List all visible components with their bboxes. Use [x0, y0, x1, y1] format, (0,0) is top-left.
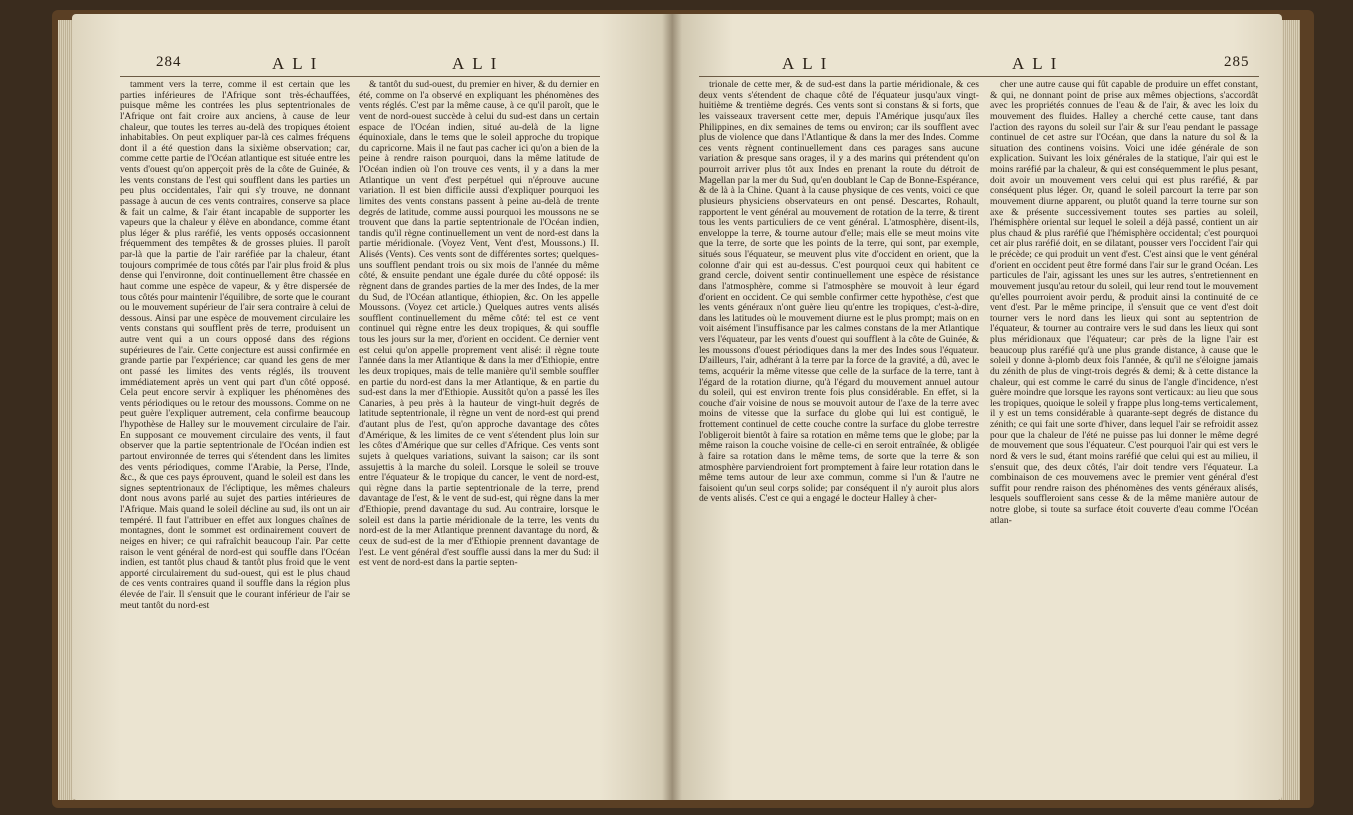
page-edges-right [1280, 20, 1300, 800]
book-gutter [662, 14, 682, 800]
left-column-1 [120, 80, 350, 798]
left-column-2 [359, 79, 599, 569]
left-page [72, 14, 672, 800]
right-col2-text: cher une autre cause qui fût capable de produire un effet constant, & qui, ne donnant point de prise aux mêmes objections, s'accordât avec les propriétés connues de l'eau & de l'air, & avec les loix du mouvement des fluides. Halley a cherché cette cause, tant dans l'action des rayons du soleil sur l'air & sur l'eau pendant le passage continuel de cet astre sur l'Océan, que dans la nature du sol & la situation des continens voisins. Voici une idée générale de son explication. Suivant les loix générales de la statique, l'air qui est le moins raréfié par la chaleur, & qui est conséquemment le plus pesant, doit avoir un mouvement vers celui qui est plus raréfié, & par conséquent plus léger. Or, quand le soleil parcourt la terre par son mouvement diurne apparent, ou plutôt quand la terre tourne sur son axe & présente successivement toutes ses parties au soleil, l'hémisphère oriental sur lequel le soleil a déjà passé, contient un air plus chaud & plus raréfié que l'hémisphère occidental; c'est pourquoi cet air plus raréfié doit, en se dilatant, pousser vers l'occident l'air qui le précède; ce qui produit un vent d'est. C'est ainsi que le vent général d'orient en occident peut être formé dans l'air sur le grand Océan. Les particules de l'air, agissant les unes sur les autres, s'entretiennent en mouvement jusqu'au retour du soleil, qui leur rend tout le mouvement qu'elles pourroient avoir perdu, & produit ainsi la continuité de ce vent d'est. Par le même principe, il s'ensuit que ce vent d'est doit tourner vers le nord dans les lieux qui sont au septentrion de l'équateur, & tourner au contraire vers le sud dans les lieux qui sont plus méridionaux que l'équateur; car près de la ligne l'air est beaucoup plus raréfié qu'à une plus grande distance, à cause que le soleil y donne à-plomb deux fois l'année, & qu'il ne s'éloigne jamais du zénith de plus de vingt-trois degrés & demi; & à cette distance la chaleur, qui est comme le carré du sinus de l'angle d'incidence, n'est guère moindre que lorsque les rayons sont verticaux: au lieu que sous les tropiques, quoique le soleil y frappe plus long-tems verticalement, il y est un tems considérable à quarante-sept degrés de distance du zénith; ce qui fait une sorte d'hiver, dans lequel l'air se refroidit assez pour que la chaleur de l'été ne puisse pas lui donner le même degré de mouvement que sous l'équateur. C'est pourquoi l'air qui est vers le nord & vers le sud, étant moins raréfié que celui qui est au milieu, il s'ensuit que, des deux côtés, l'air doit tendre vers l'équateur. La combinaison de ces mouvemens avec le premier vent général d'est suffit pour rendre raison des phénomènes des vents généraux alisés, lesquels souffleroient sans cesse & de la même manière autour de notre globe, si toute sa surface étoit couverte d'eau comme l'Océan atlan- [990, 79, 1258, 526]
right-page [672, 14, 1282, 800]
left-col1-text: tamment vers la terre, comme il est certain que les parties inférieures de l'Afrique sont très-échauffées, puisque même les contrées les plus septentrionales de l'Afrique ont fait croire aux anciens, à cause de leur chaleur, que toutes les terres au-delà des tropiques étoient inhabitables. On peut expliquer par-là ces calmes fréquens dont il a été question dans la sixième observation; car, comme cette partie de l'Océan atlantique est située entre les vents d'ouest qu'on apperçoit près de la côte de Guinée, & les vents constans de l'est qui soufflent dans les parties un peu plus occidentales, l'air qui s'y trouve, ne donnant passage à aucun de ces vents contraires, conserve sa place & fait un calme, & l'air étant incapable de supporter les vapeurs que la chaleur y élève en abondance, comme étant plus léger & plus raréfié, les vents opposés occasionnent fréquemment des tempêtes & de grosses pluies. Il paroît par-là que la partie de l'air raréfiée par la chaleur, étant toujours comprimée de tous côtés par l'air plus froid & plus dense qui l'environne, doit continuellement être chassée en haut comme une espèce de vapeur, & y être dispersée de tous côtés pour maintenir l'équilibre, de sorte que le courant ou le mouvement supérieur de l'air sera contraire à celui de dessous. Ainsi par une espèce de mouvement circulaire les vents constans qui soufflent près de terre, produisent un autre vent qui a un cours opposé dans des régions supérieures de l'air. Cette conjecture est aussi confirmée en grande partie par l'expérience; car quand les gens de mer ont passé les limites des vents réglés, ils trouvent immédiatement après un vent qui part d'un côté opposé. Cela peut encore servir à expliquer les phénomènes des vents périodiques ou le retour des moussons. Comme on ne peut guère l'expliquer autrement, cela confirme beaucoup l'hypothèse de Halley sur le mouvement circulaire de l'air. En supposant ce mouvement circulaire des vents, il faut observer que la partie septentrionale de l'Océan indien est partout environnée de terres qui s'étendent dans les limites des vents périodiques, comme l'Arabie, la Perse, l'Inde, &c., & que ces pays éprouvent, quand le soleil est dans les signes septentrionaux de l'écliptique, les mêmes chaleurs dont nous avons parlé au sujet des parties intérieures de l'Afrique. Mais quand le soleil décline au sud, ils ont un air tempéré. Il faut l'attribuer en effet aux longues chaînes de montagnes, dont le sommet est ordinairement couvert de neiges en hiver; ce qui rafraîchit beaucoup l'air. Par cette raison le vent général de nord-est qui souffle dans l'Océan indien, est tantôt plus chaud & tantôt plus froid que le vent apporté circulairement du sud-ouest, qui est le plus chaud de ces vents contraires quand il souffle dans la région plus élevée de l'air. Il s'ensuit que le courant inférieur de l'air se meut tantôt du nord-est [120, 79, 350, 611]
right-col1-text: trionale de cette mer, & de sud-est dans la partie méridionale, & ces deux vents s'étendent de chaque côté de l'équateur jusqu'aux vingt-huitième & trentième degrés. Ces vents sont si constans & si forts, que les vaisseaux traversent cette mer, depuis l'Amérique jusqu'aux îles Philippines, en dix semaines de tems ou environ; car ils soufflent avec plus de violence que dans l'Atlantique & dans la mer des Indes. Comme ces vents règnent continuellement dans ces parages sans aucune variation & presque sans orages, il y a des marins qui prétendent qu'on pourroit arriver plus tôt aux Indes en prenant la route du détroit de Magellan par la mer du Sud, qu'en doublant le Cap de Bonne-Espérance, & de là à la Chine. Quant à la cause physique de ces vents, voici ce que plusieurs physiciens observateurs en ont pensé. Descartes, Rohault, rapportent le vent général au mouvement de rotation de la terre, & tirent tous les vents particuliers de ce vent général. L'atmosphère, disent-ils, enveloppe la terre, & tourne autour d'elle; mais elle se meut moins vite que la terre, de sorte que les points de la terre, qui sont, par exemple, situés sous l'équateur, se meuvent plus vite d'occident en orient, que la colonne d'air qui est au-dessus. C'est pourquoi ceux qui habitent ce grand cercle, doivent sentir continuellement une espèce de résistance dans l'atmosphère, comme si l'atmosphère se mouvoit à leur égard d'orient en occident. Ce qui semble confirmer cette hypothèse, c'est que les vents généraux n'ont guère lieu qu'entre les tropiques, c'est-à-dire, dans les latitudes où le mouvement diurne est le plus prompt; mais on en voit aisément l'insuffisance par les calmes constans de la mer Atlantique vers l'équateur, par les vents d'ouest qui soufflent à la côte de Guinée, & les moussons d'ouest périodiques dans la mer des Indes sous l'équateur. D'ailleurs, l'air, adhérant à la terre par la force de la gravité, a dû, avec le tems, acquérir la même vitesse que celle de la surface de la terre, tant à l'égard de la rotation diurne, qu'à l'égard du mouvement annuel autour du soleil, qui est environ trente fois plus considérable. En effet, si la couche d'air voisine de nous se mouvoit autour de l'axe de la terre avec moins de vitesse que la surface du globe qui lui est contiguë, le frottement continuel de cette couche contre la surface du globe terrestre l'obligeroit bientôt à faire sa rotation en même tems que le globe; par la même raison la couche voisine de celle-ci en seroit entraînée, & obligée à faire sa rotation dans le même tems, de sorte que la terre & son atmosphère parviendroient fort promptement à faire leur rotation dans le même tems autour de leur axe commun, comme si l'un & l'autre ne faisoient qu'un seul corps solide; par conséquent il n'y auroit plus alors de vents alisés. C'est ce qui a engagé le docteur Halley à cher- [699, 79, 979, 505]
left-page-number: 284 [156, 54, 182, 70]
right-page-number: 285 [1224, 54, 1250, 70]
left-header-rule [120, 76, 600, 77]
right-column-1 [699, 80, 979, 794]
right-header-rule [699, 76, 1259, 77]
left-head-center: ALI [452, 54, 505, 73]
right-column-2 [990, 80, 1258, 740]
right-running-head: ALI [782, 54, 835, 73]
left-running-head: ALI [272, 54, 325, 73]
right-head-center: ALI [1012, 54, 1065, 73]
left-col2-text: & tantôt du sud-ouest, du premier en hiver, & du dernier en été, comme on l'a observé en expliquant les phénomènes des vents réglés. C'est par la même cause, à ce qu'il paroît, que le vent de nord-ouest succède à celui du sud-est dans un certain espace de l'Océan indien, situé au-delà de la ligne équinoxiale, dans le tems que le soleil approche du tropique du capricorne. Mais il ne faut pas cacher ici qu'on a bien de la peine à rendre raison pourquoi, dans la même latitude de l'Océan indien où l'on trouve ces vents, il y a dans la mer Atlantique un vent d'est perpétuel qui n'éprouve aucune variation. Il est bien difficile aussi d'expliquer pourquoi les limites des vents constans passent à peine au-delà de trente degrés de latitude, comme aussi pourquoi les moussons ne se trouvent que dans la partie septentrionale de l'Océan indien, tandis qu'il règne continuellement un vent de nord-est dans la partie méridionale. (Voyez Vent, Vent d'est, Moussons.) II. Alisés (Vents). Ces vents sont de différentes sortes; quelques-uns soufflent pendant trois ou six mois de l'année du même côté, & ensuite pendant une égale durée du côté opposé: ils règnent dans de grandes parties de la mer des Indes, de la mer du Sud, de l'Océan atlantique, éthiopien, &c. On les appelle Moussons. (Voyez cet article.) Quelques autres vents alisés soufflent continuellement du même côté: tel est ce vent continuel qui règne entre les deux tropiques, & qui souffle tous les jours sur la mer, d'orient en occident. Ce dernier vent est celui qu'on appelle proprement vent alisé: il règne toute l'année dans la mer Atlantique & dans la mer d'Ethiopie, entre les deux tropiques, mais de telle manière qu'il semble souffler en partie du nord-est dans la mer Atlantique, & en partie du sud-est dans la mer d'Ethiopie. Aussitôt qu'on a passé les îles Canaries, à peu près à la hauteur de vingt-huit degrés de latitude septentrionale, il règne un vent de nord-est qui prend d'autant plus de l'est, qu'on approche davantage des côtes d'Amérique, & les limites de ce vent s'étendent plus loin sur les côtes d'Amérique que sur celles d'Afrique. Ces vents sont sujets à quelques variations, suivant la saison; car ils sont assujettis à la marche du soleil. Lorsque le soleil se trouve entre l'équateur & le tropique du cancer, le vent de nord-est, qui règne dans la partie septentrionale de la terre, prend davantage de l'est, & le vent de sud-est, qui règne dans la mer d'Ethiopie, prend davantage du sud. Au contraire, lorsque le soleil est dans la partie méridionale de la terre, les vents du nord-est de la mer Atlantique prennent davantage du nord, & ceux de sud-est de la mer d'Ethiopie prennent davantage de l'est. Le vent général d'est souffle aussi dans la mer du Sud: il est vent de nord-est dans la partie septen- [359, 79, 599, 569]
